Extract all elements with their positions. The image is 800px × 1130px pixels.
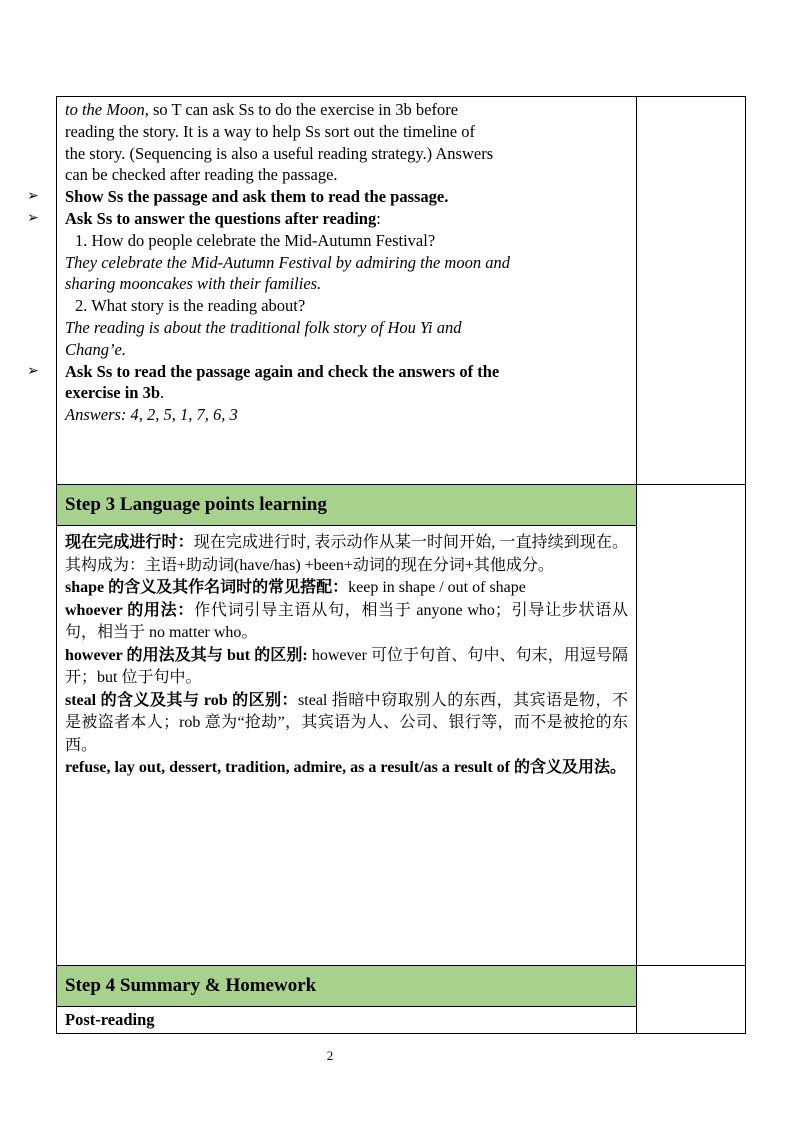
side-cell xyxy=(637,97,746,485)
post-reading-label: Post-reading xyxy=(65,1010,155,1029)
lp-shape xyxy=(65,577,628,600)
intro-line-1 xyxy=(65,99,628,121)
lp-term: whoever 的用法： xyxy=(65,601,195,619)
story-title-italic: to the Moon xyxy=(65,100,145,119)
bullet-answer-questions-text: Ask Ss to answer the questions after reading xyxy=(65,208,377,228)
period: . xyxy=(160,383,165,403)
step3-title: Step 3 Language points learning xyxy=(57,485,636,525)
procedure-cell xyxy=(27,97,637,485)
answer-1-line-2: sharing mooncakes with their families. xyxy=(65,274,322,294)
bullet-check-answers xyxy=(27,361,628,383)
lp-whoever xyxy=(65,600,628,645)
lp-vocabulary xyxy=(65,757,628,780)
bullet-check-answers-line-2 xyxy=(65,382,628,404)
colon: : xyxy=(376,208,381,228)
side-cell xyxy=(637,966,746,1034)
lp-however xyxy=(65,645,628,690)
lp-term: 现在完成进行时： xyxy=(65,534,194,551)
arrow-bullet-icon: ➢ xyxy=(27,209,39,226)
side-cell xyxy=(637,485,746,966)
lp-present-perfect-continuous xyxy=(65,532,628,577)
intro-line-2: reading the story. It is a way to help Ss sort out the timeline of xyxy=(65,121,475,141)
step3-cell xyxy=(57,485,637,526)
intro-line-4: can be checked after reading the passage. xyxy=(65,165,338,185)
exercise-ref: exercise in 3b xyxy=(65,383,161,403)
question-1: 1. How do people celebrate the Mid-Autumn Festival? xyxy=(75,230,436,250)
intro-line-3: the story. (Sequencing is also a useful reading strategy.) Answers xyxy=(65,143,494,163)
answer-2-line-1: The reading is about the traditional folk story of Hou Yi and xyxy=(65,317,462,337)
intro-line-1-rest: , so T can ask Ss to do the exercise in 3b before xyxy=(144,100,459,119)
answer-2-line-2: Chang’e. xyxy=(65,339,126,359)
lp-explanation: keep in shape / out of shape xyxy=(348,579,526,596)
lp-steal-rob xyxy=(65,690,628,758)
language-points-cell xyxy=(57,526,637,966)
lp-explanation: 现在完成进行时, 表示动作从某一时间开始, 一直持续到现在。其构成为：主语+助动词(have/has) +been+动词的现在分词+其他成分。 xyxy=(65,534,628,574)
bullet-show-passage-text: Show Ss the passage and ask them to read the passage. xyxy=(65,187,449,207)
lp-term: steal 的含义及其与 rob 的区别： xyxy=(65,691,299,709)
bullet-answer-questions xyxy=(27,208,628,230)
question-2: 2. What story is the reading about? xyxy=(75,296,306,316)
lp-explanation: however 可位于句首、句中、句末，用逗号隔开；but 位于句中。 xyxy=(65,646,628,686)
bullet-check-answers-line-1: Ask Ss to read the passage again and check the answers of the xyxy=(65,361,500,381)
arrow-bullet-icon: ➢ xyxy=(27,362,39,379)
lp-explanation: steal 指暗中窃取别人的东西，其宾语是物，不是被盗者本人；rob 意为“抢劫”，其宾语为人、公司、银行等，而不是被抢的东西。 xyxy=(65,691,628,754)
lesson-plan-table xyxy=(27,96,746,1034)
lp-term: refuse, lay out, dessert, tradition, admire, as a result/as a result of 的含义及用法。 xyxy=(65,759,627,776)
answers-key: Answers: 4, 2, 5, 1, 7, 6, 3 xyxy=(65,405,238,425)
page-number: 2 xyxy=(326,1048,334,1063)
lp-term: shape 的含义及其作名词时的常见搭配： xyxy=(65,579,349,596)
lp-explanation: 作代词引导主语从句，相当于 anyone who；引导让步状语从句，相当于 no matter who。 xyxy=(65,601,628,641)
bullet-show-passage xyxy=(27,186,628,208)
reading-procedure xyxy=(27,97,636,426)
step4-title: Step 4 Summary & Homework xyxy=(57,966,636,1006)
lp-term: however 的用法及其与 but 的区别: xyxy=(65,646,312,664)
step4-cell xyxy=(57,966,637,1007)
answer-1-line-1: They celebrate the Mid-Autumn Festival by admiring the moon and xyxy=(65,252,510,272)
language-points xyxy=(57,526,636,780)
arrow-bullet-icon: ➢ xyxy=(27,188,39,205)
post-reading-cell xyxy=(57,1007,637,1034)
